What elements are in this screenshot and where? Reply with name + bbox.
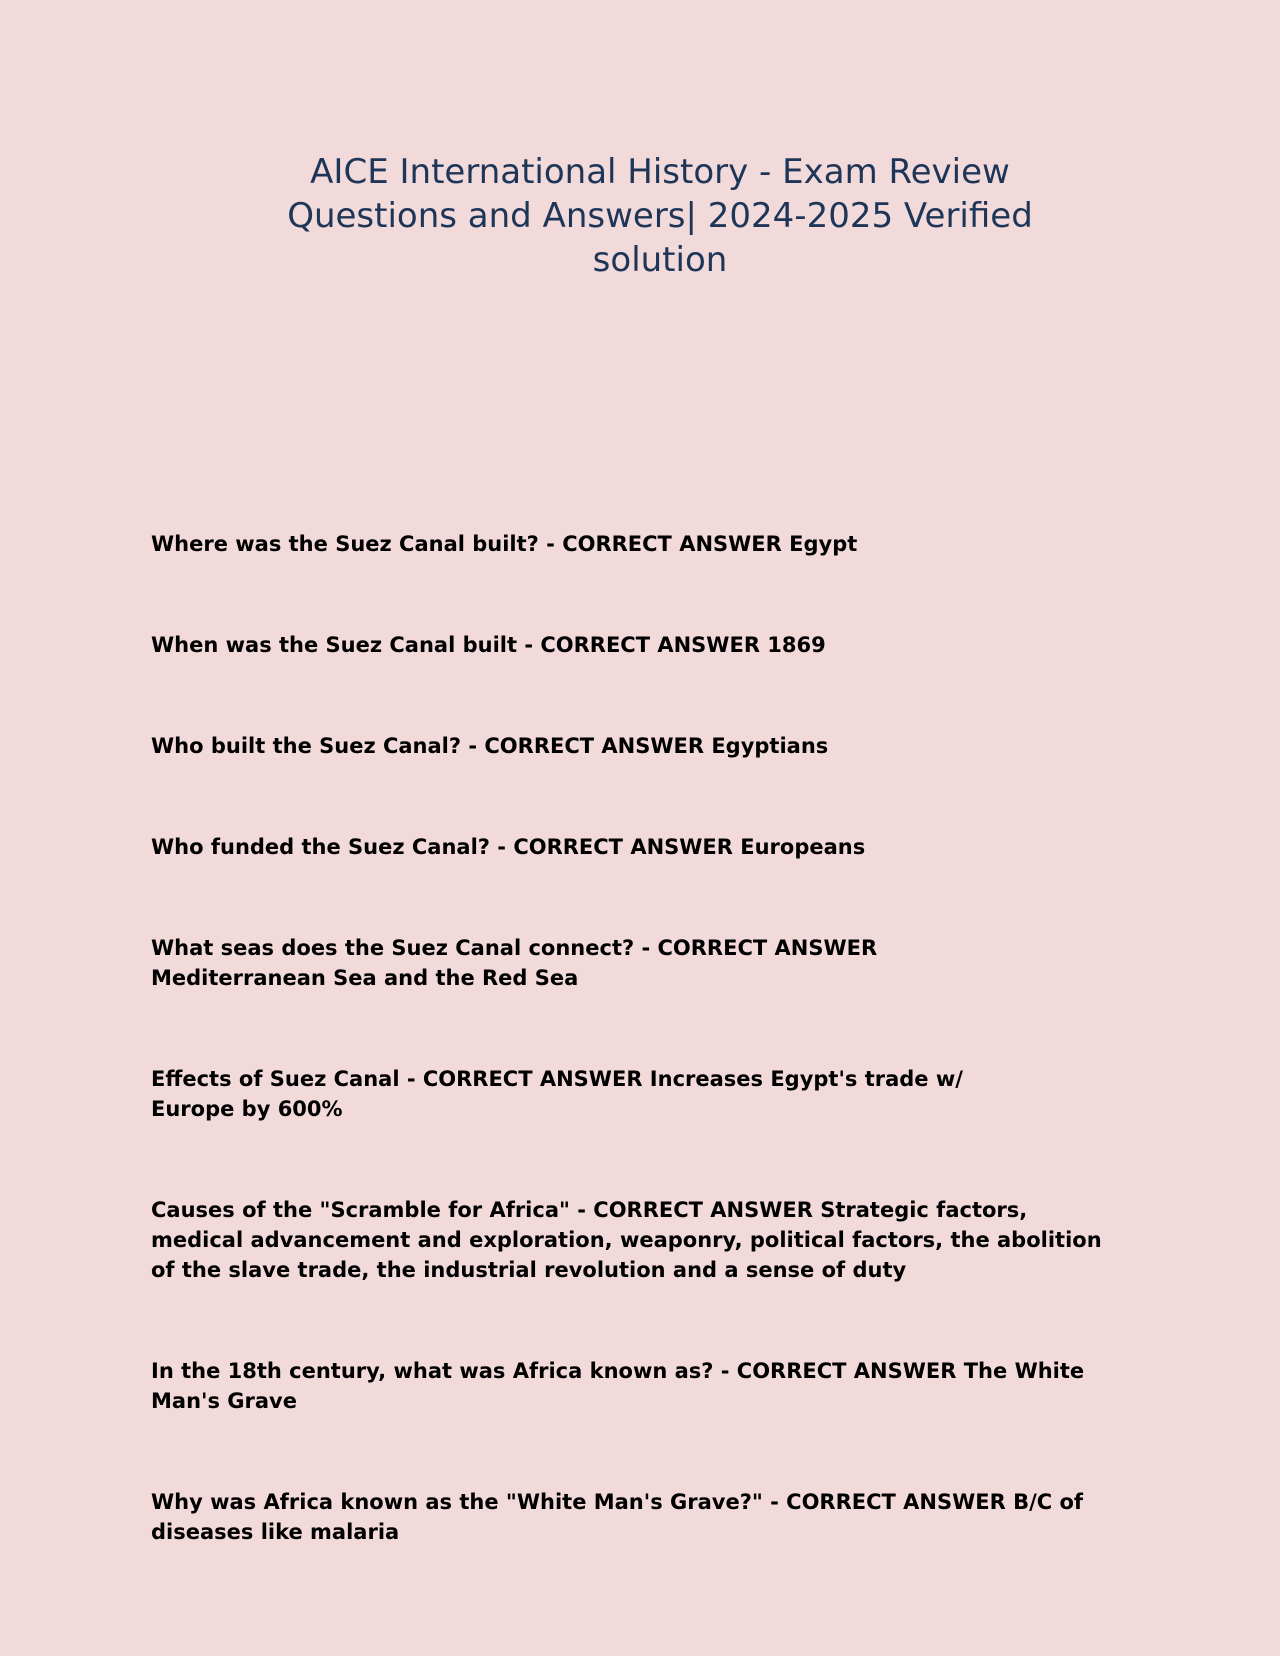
qa-item: Causes of the "Scramble for Africa" - CORRECT ANSWER Strategic factors, medical advancement and exploration, weaponry, political factors, the abolition of the slave trade, the industrial revolution and a sense of duty bbox=[151, 1198, 1102, 1282]
qa-item: When was the Suez Canal built - CORRECT ANSWER 1869 bbox=[151, 633, 826, 657]
qa-item: In the 18th century, what was Africa known as? - CORRECT ANSWER The White Man's Grave bbox=[151, 1359, 1085, 1413]
qa-item: Effects of Suez Canal - CORRECT ANSWER Increases Egypt's trade w/ Europe by 600% bbox=[151, 1067, 963, 1121]
qa-item: Who funded the Suez Canal? - CORRECT ANSWER Europeans bbox=[151, 835, 866, 859]
qa-item: What seas does the Suez Canal connect? - CORRECT ANSWER Mediterranean Sea and the Red Sea bbox=[151, 936, 878, 990]
qa-item: Where was the Suez Canal built? - CORRECT ANSWER Egypt bbox=[151, 532, 858, 556]
qa-list bbox=[151, 529, 1126, 1618]
qa-item: Who built the Suez Canal? - CORRECT ANSWER Egyptians bbox=[151, 734, 829, 758]
document-title: AICE International History - Exam Review Questions and Answers| 2024-2025 Verified solution bbox=[287, 152, 1033, 280]
qa-item: Why was Africa known as the "White Man's Grave?" - CORRECT ANSWER B/C of diseases like malaria bbox=[151, 1490, 1084, 1544]
